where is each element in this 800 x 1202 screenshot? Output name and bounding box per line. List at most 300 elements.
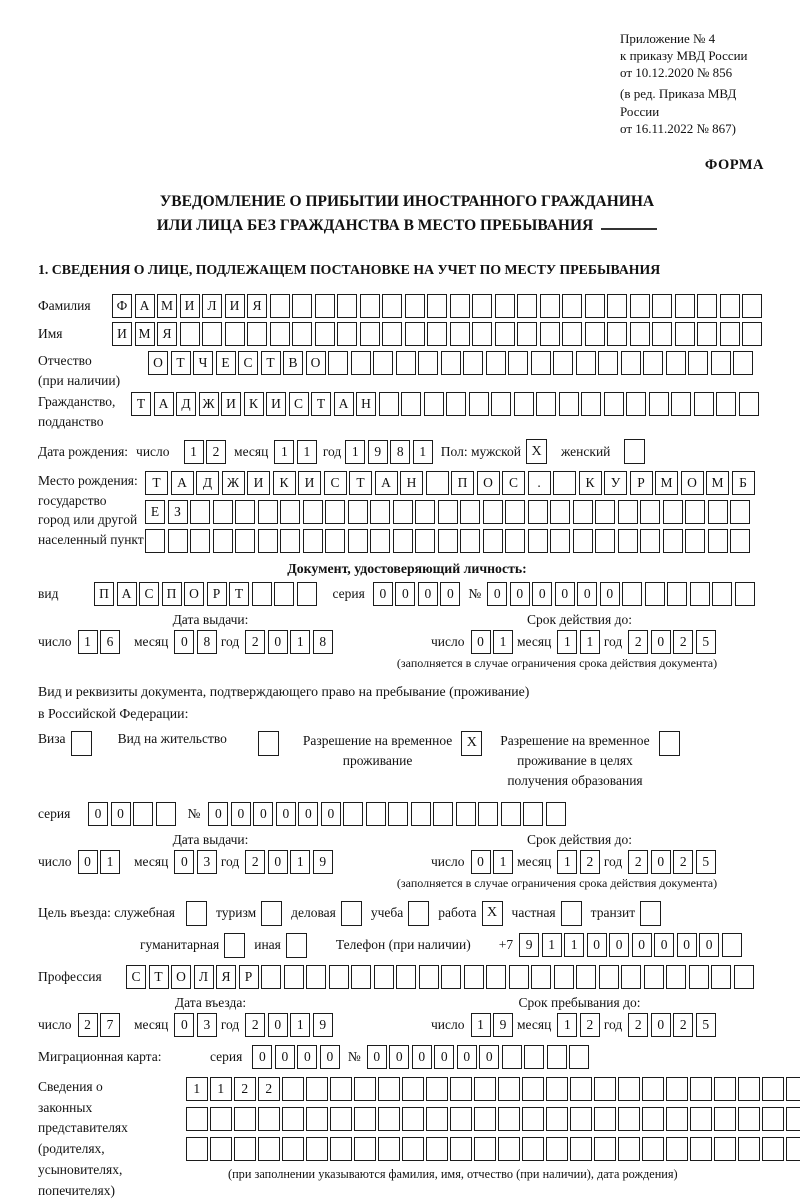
- char-box[interactable]: [708, 529, 728, 553]
- char-box[interactable]: 6: [100, 630, 120, 654]
- res-valid-year-boxes[interactable]: [628, 850, 716, 874]
- char-box[interactable]: Т: [311, 392, 331, 416]
- char-box[interactable]: А: [117, 582, 137, 606]
- char-box[interactable]: [282, 1107, 304, 1131]
- char-box[interactable]: [348, 529, 368, 553]
- char-box[interactable]: [618, 529, 638, 553]
- char-box[interactable]: [640, 500, 660, 524]
- char-box[interactable]: Т: [261, 351, 281, 375]
- char-box[interactable]: [562, 322, 582, 346]
- char-box[interactable]: [427, 322, 447, 346]
- char-box[interactable]: А: [154, 392, 174, 416]
- char-box[interactable]: 0: [389, 1045, 409, 1069]
- char-box[interactable]: С: [324, 471, 347, 495]
- char-box[interactable]: [540, 294, 560, 318]
- char-box[interactable]: [742, 322, 762, 346]
- char-box[interactable]: 0: [297, 1045, 317, 1069]
- char-box[interactable]: [711, 965, 731, 989]
- char-box[interactable]: [450, 1077, 472, 1101]
- char-box[interactable]: Т: [229, 582, 249, 606]
- char-box[interactable]: 1: [297, 440, 317, 464]
- char-box[interactable]: 1: [493, 630, 513, 654]
- char-box[interactable]: М: [706, 471, 729, 495]
- char-box[interactable]: 0: [532, 582, 552, 606]
- char-box[interactable]: 2: [628, 1013, 648, 1037]
- char-box[interactable]: 1: [290, 850, 310, 874]
- sex-male-checkbox[interactable]: X: [526, 439, 547, 464]
- char-box[interactable]: [258, 1107, 280, 1131]
- char-box[interactable]: Р: [630, 471, 653, 495]
- char-box[interactable]: [685, 529, 705, 553]
- char-box[interactable]: 2: [580, 850, 600, 874]
- char-box[interactable]: [553, 471, 576, 495]
- char-box[interactable]: [697, 294, 717, 318]
- char-box[interactable]: 1: [471, 1013, 491, 1037]
- char-box[interactable]: И: [180, 294, 200, 318]
- purpose-private-checkbox[interactable]: [561, 901, 582, 926]
- char-box[interactable]: [618, 1107, 640, 1131]
- char-box[interactable]: [652, 322, 672, 346]
- char-box[interactable]: [483, 500, 503, 524]
- char-box[interactable]: [280, 529, 300, 553]
- char-box[interactable]: [261, 965, 281, 989]
- char-box[interactable]: [514, 392, 534, 416]
- char-box[interactable]: [235, 500, 255, 524]
- char-box[interactable]: [714, 1107, 736, 1131]
- char-box[interactable]: [234, 1107, 256, 1131]
- char-box[interactable]: [546, 1107, 568, 1131]
- char-box[interactable]: 0: [268, 850, 288, 874]
- char-box[interactable]: [570, 1137, 592, 1161]
- char-box[interactable]: 0: [320, 1045, 340, 1069]
- char-box[interactable]: 0: [276, 802, 296, 826]
- char-box[interactable]: 5: [696, 630, 716, 654]
- char-box[interactable]: 2: [78, 1013, 98, 1037]
- char-box[interactable]: 1: [557, 630, 577, 654]
- char-box[interactable]: 2: [245, 850, 265, 874]
- char-box[interactable]: 1: [557, 850, 577, 874]
- char-box[interactable]: 0: [275, 1045, 295, 1069]
- char-box[interactable]: [234, 1137, 256, 1161]
- char-box[interactable]: [642, 1137, 664, 1161]
- patronymic-boxes[interactable]: [148, 351, 753, 375]
- char-box[interactable]: [472, 294, 492, 318]
- char-box[interactable]: [446, 392, 466, 416]
- mig-series-boxes[interactable]: [252, 1045, 340, 1069]
- char-box[interactable]: [733, 351, 753, 375]
- char-box[interactable]: Е: [216, 351, 236, 375]
- char-box[interactable]: 0: [654, 933, 674, 957]
- char-box[interactable]: [486, 965, 506, 989]
- char-box[interactable]: [649, 392, 669, 416]
- char-box[interactable]: [524, 1045, 544, 1069]
- char-box[interactable]: [306, 1077, 328, 1101]
- char-box[interactable]: [694, 392, 714, 416]
- char-box[interactable]: А: [135, 294, 155, 318]
- char-box[interactable]: [486, 351, 506, 375]
- char-box[interactable]: [474, 1107, 496, 1131]
- stay-month-boxes[interactable]: [557, 1013, 600, 1037]
- char-box[interactable]: 0: [699, 933, 719, 957]
- char-box[interactable]: [495, 322, 515, 346]
- char-box[interactable]: [501, 802, 521, 826]
- char-box[interactable]: 1: [413, 440, 433, 464]
- char-box[interactable]: [762, 1077, 784, 1101]
- birth-year-boxes[interactable]: [345, 440, 433, 464]
- char-box[interactable]: 1: [78, 630, 98, 654]
- char-box[interactable]: 2: [234, 1077, 256, 1101]
- char-box[interactable]: 9: [493, 1013, 513, 1037]
- birthplace-row1-boxes[interactable]: [145, 471, 755, 495]
- char-box[interactable]: 0: [632, 933, 652, 957]
- char-box[interactable]: [735, 582, 755, 606]
- char-box[interactable]: [438, 529, 458, 553]
- char-box[interactable]: И: [247, 471, 270, 495]
- char-box[interactable]: [730, 529, 750, 553]
- char-box[interactable]: О: [477, 471, 500, 495]
- char-box[interactable]: [786, 1137, 800, 1161]
- char-box[interactable]: [297, 582, 317, 606]
- char-box[interactable]: [559, 392, 579, 416]
- char-box[interactable]: [456, 802, 476, 826]
- char-box[interactable]: 3: [197, 850, 217, 874]
- char-box[interactable]: [133, 802, 153, 826]
- char-box[interactable]: [502, 1045, 522, 1069]
- char-box[interactable]: [595, 500, 615, 524]
- char-box[interactable]: [463, 351, 483, 375]
- char-box[interactable]: [505, 500, 525, 524]
- char-box[interactable]: 0: [587, 933, 607, 957]
- id-valid-month-boxes[interactable]: [557, 630, 600, 654]
- char-box[interactable]: [604, 392, 624, 416]
- char-box[interactable]: 0: [298, 802, 318, 826]
- char-box[interactable]: 0: [555, 582, 575, 606]
- char-box[interactable]: [498, 1137, 520, 1161]
- char-box[interactable]: [690, 1077, 712, 1101]
- char-box[interactable]: [621, 351, 641, 375]
- char-box[interactable]: 0: [231, 802, 251, 826]
- representatives-row1-boxes[interactable]: [186, 1077, 800, 1101]
- char-box[interactable]: [411, 802, 431, 826]
- purpose-work-checkbox[interactable]: X: [482, 901, 503, 926]
- char-box[interactable]: [690, 582, 710, 606]
- char-box[interactable]: 2: [206, 440, 226, 464]
- char-box[interactable]: 1: [580, 630, 600, 654]
- char-box[interactable]: 2: [580, 1013, 600, 1037]
- res-valid-day-boxes[interactable]: [471, 850, 514, 874]
- char-box[interactable]: 0: [471, 630, 491, 654]
- id-doc-type-boxes[interactable]: [94, 582, 317, 606]
- temp-residence-checkbox[interactable]: X: [461, 731, 482, 756]
- id-valid-day-boxes[interactable]: [471, 630, 514, 654]
- char-box[interactable]: [472, 322, 492, 346]
- char-box[interactable]: К: [579, 471, 602, 495]
- char-box[interactable]: [402, 1137, 424, 1161]
- char-box[interactable]: [570, 1077, 592, 1101]
- char-box[interactable]: Д: [196, 471, 219, 495]
- char-box[interactable]: [720, 294, 740, 318]
- char-box[interactable]: Ч: [193, 351, 213, 375]
- char-box[interactable]: [573, 529, 593, 553]
- char-box[interactable]: [505, 529, 525, 553]
- char-box[interactable]: О: [184, 582, 204, 606]
- char-box[interactable]: [573, 500, 593, 524]
- citizenship-boxes[interactable]: [131, 392, 759, 416]
- char-box[interactable]: [274, 582, 294, 606]
- char-box[interactable]: [427, 294, 447, 318]
- id-issue-month-boxes[interactable]: [174, 630, 217, 654]
- char-box[interactable]: [618, 500, 638, 524]
- char-box[interactable]: [742, 294, 762, 318]
- char-box[interactable]: [405, 322, 425, 346]
- char-box[interactable]: [569, 1045, 589, 1069]
- char-box[interactable]: 9: [313, 850, 333, 874]
- char-box[interactable]: [441, 965, 461, 989]
- char-box[interactable]: С: [126, 965, 146, 989]
- profession-boxes[interactable]: [126, 965, 754, 989]
- char-box[interactable]: [585, 322, 605, 346]
- char-box[interactable]: [474, 1137, 496, 1161]
- char-box[interactable]: [712, 582, 732, 606]
- char-box[interactable]: [343, 802, 363, 826]
- char-box[interactable]: 2: [628, 850, 648, 874]
- char-box[interactable]: 0: [78, 850, 98, 874]
- char-box[interactable]: [402, 1107, 424, 1131]
- char-box[interactable]: [738, 1077, 760, 1101]
- char-box[interactable]: [495, 294, 515, 318]
- char-box[interactable]: М: [135, 322, 155, 346]
- char-box[interactable]: [622, 582, 642, 606]
- char-box[interactable]: [190, 529, 210, 553]
- entry-year-boxes[interactable]: [245, 1013, 333, 1037]
- char-box[interactable]: [382, 322, 402, 346]
- char-box[interactable]: [280, 500, 300, 524]
- char-box[interactable]: [330, 1107, 352, 1131]
- char-box[interactable]: [202, 322, 222, 346]
- char-box[interactable]: 5: [696, 1013, 716, 1037]
- char-box[interactable]: 1: [542, 933, 562, 957]
- birth-day-boxes[interactable]: [184, 440, 227, 464]
- char-box[interactable]: [508, 351, 528, 375]
- char-box[interactable]: [303, 500, 323, 524]
- char-box[interactable]: [354, 1137, 376, 1161]
- char-box[interactable]: 8: [313, 630, 333, 654]
- char-box[interactable]: [498, 1107, 520, 1131]
- char-box[interactable]: [550, 500, 570, 524]
- char-box[interactable]: [522, 1077, 544, 1101]
- char-box[interactable]: О: [306, 351, 326, 375]
- char-box[interactable]: 0: [577, 582, 597, 606]
- char-box[interactable]: Л: [202, 294, 222, 318]
- char-box[interactable]: 0: [677, 933, 697, 957]
- char-box[interactable]: 1: [274, 440, 294, 464]
- char-box[interactable]: [325, 529, 345, 553]
- char-box[interactable]: [426, 471, 449, 495]
- char-box[interactable]: В: [283, 351, 303, 375]
- char-box[interactable]: [366, 802, 386, 826]
- char-box[interactable]: [666, 965, 686, 989]
- representatives-row3-boxes[interactable]: [186, 1137, 800, 1161]
- char-box[interactable]: [618, 1077, 640, 1101]
- char-box[interactable]: 0: [252, 1045, 272, 1069]
- char-box[interactable]: [671, 392, 691, 416]
- char-box[interactable]: [378, 1077, 400, 1101]
- char-box[interactable]: [474, 1077, 496, 1101]
- char-box[interactable]: [594, 1137, 616, 1161]
- char-box[interactable]: [415, 529, 435, 553]
- char-box[interactable]: 0: [440, 582, 460, 606]
- char-box[interactable]: 1: [345, 440, 365, 464]
- char-box[interactable]: [546, 1137, 568, 1161]
- name-boxes[interactable]: [112, 322, 762, 346]
- char-box[interactable]: [329, 965, 349, 989]
- char-box[interactable]: [373, 351, 393, 375]
- char-box[interactable]: М: [157, 294, 177, 318]
- char-box[interactable]: [450, 1107, 472, 1131]
- char-box[interactable]: 9: [519, 933, 539, 957]
- char-box[interactable]: 5: [696, 850, 716, 874]
- char-box[interactable]: [156, 802, 176, 826]
- char-box[interactable]: [393, 529, 413, 553]
- char-box[interactable]: [642, 1077, 664, 1101]
- char-box[interactable]: [210, 1137, 232, 1161]
- char-box[interactable]: [424, 392, 444, 416]
- char-box[interactable]: [540, 322, 560, 346]
- char-box[interactable]: [630, 322, 650, 346]
- char-box[interactable]: [546, 802, 566, 826]
- char-box[interactable]: Р: [239, 965, 259, 989]
- char-box[interactable]: Я: [216, 965, 236, 989]
- char-box[interactable]: [450, 294, 470, 318]
- char-box[interactable]: [553, 351, 573, 375]
- char-box[interactable]: [315, 294, 335, 318]
- char-box[interactable]: [716, 392, 736, 416]
- res-series-boxes[interactable]: [88, 802, 176, 826]
- char-box[interactable]: [284, 965, 304, 989]
- char-box[interactable]: [738, 1137, 760, 1161]
- char-box[interactable]: [547, 1045, 567, 1069]
- char-box[interactable]: О: [681, 471, 704, 495]
- char-box[interactable]: [270, 294, 290, 318]
- char-box[interactable]: И: [112, 322, 132, 346]
- char-box[interactable]: [517, 322, 537, 346]
- char-box[interactable]: [337, 322, 357, 346]
- mig-number-boxes[interactable]: [367, 1045, 590, 1069]
- char-box[interactable]: [306, 1137, 328, 1161]
- char-box[interactable]: [531, 965, 551, 989]
- char-box[interactable]: [714, 1077, 736, 1101]
- id-issue-year-boxes[interactable]: [245, 630, 333, 654]
- char-box[interactable]: О: [148, 351, 168, 375]
- char-box[interactable]: [663, 500, 683, 524]
- char-box[interactable]: [554, 965, 574, 989]
- char-box[interactable]: [210, 1107, 232, 1131]
- char-box[interactable]: М: [655, 471, 678, 495]
- temp-residence-edu-checkbox[interactable]: [659, 731, 680, 756]
- entry-day-boxes[interactable]: [78, 1013, 121, 1037]
- char-box[interactable]: [225, 322, 245, 346]
- purpose-official-checkbox[interactable]: [186, 901, 207, 926]
- char-box[interactable]: .: [528, 471, 551, 495]
- char-box[interactable]: [652, 294, 672, 318]
- char-box[interactable]: [441, 351, 461, 375]
- char-box[interactable]: [667, 582, 687, 606]
- char-box[interactable]: 0: [253, 802, 273, 826]
- char-box[interactable]: 0: [418, 582, 438, 606]
- char-box[interactable]: 0: [609, 933, 629, 957]
- char-box[interactable]: 0: [651, 1013, 671, 1037]
- char-box[interactable]: [498, 1077, 520, 1101]
- char-box[interactable]: 0: [174, 630, 194, 654]
- char-box[interactable]: [739, 392, 759, 416]
- char-box[interactable]: Б: [732, 471, 755, 495]
- char-box[interactable]: [393, 500, 413, 524]
- char-box[interactable]: [438, 500, 458, 524]
- char-box[interactable]: И: [298, 471, 321, 495]
- char-box[interactable]: 1: [557, 1013, 577, 1037]
- char-box[interactable]: 2: [628, 630, 648, 654]
- char-box[interactable]: [145, 529, 165, 553]
- char-box[interactable]: [330, 1137, 352, 1161]
- char-box[interactable]: 0: [487, 582, 507, 606]
- char-box[interactable]: [306, 965, 326, 989]
- char-box[interactable]: [531, 351, 551, 375]
- char-box[interactable]: [607, 322, 627, 346]
- char-box[interactable]: 1: [493, 850, 513, 874]
- purpose-study-checkbox[interactable]: [408, 901, 429, 926]
- stay-year-boxes[interactable]: [628, 1013, 716, 1037]
- char-box[interactable]: Т: [131, 392, 151, 416]
- char-box[interactable]: [396, 351, 416, 375]
- residence-permit-checkbox[interactable]: [258, 731, 279, 756]
- char-box[interactable]: [570, 1107, 592, 1131]
- char-box[interactable]: П: [451, 471, 474, 495]
- char-box[interactable]: [642, 1107, 664, 1131]
- char-box[interactable]: [388, 802, 408, 826]
- char-box[interactable]: [688, 351, 708, 375]
- char-box[interactable]: Т: [149, 965, 169, 989]
- char-box[interactable]: [213, 529, 233, 553]
- char-box[interactable]: [786, 1107, 800, 1131]
- char-box[interactable]: Р: [207, 582, 227, 606]
- char-box[interactable]: 0: [600, 582, 620, 606]
- char-box[interactable]: [270, 322, 290, 346]
- char-box[interactable]: [645, 582, 665, 606]
- representatives-row2-boxes[interactable]: [186, 1107, 800, 1131]
- char-box[interactable]: [282, 1137, 304, 1161]
- char-box[interactable]: 8: [197, 630, 217, 654]
- surname-boxes[interactable]: [112, 294, 762, 318]
- char-box[interactable]: [419, 965, 439, 989]
- char-box[interactable]: [315, 322, 335, 346]
- purpose-business-checkbox[interactable]: [341, 901, 362, 926]
- char-box[interactable]: А: [171, 471, 194, 495]
- char-box[interactable]: [607, 294, 627, 318]
- char-box[interactable]: [370, 500, 390, 524]
- char-box[interactable]: [550, 529, 570, 553]
- char-box[interactable]: [247, 322, 267, 346]
- char-box[interactable]: [378, 1107, 400, 1131]
- char-box[interactable]: [522, 1137, 544, 1161]
- birthplace-row3-boxes[interactable]: [145, 529, 755, 553]
- char-box[interactable]: [292, 322, 312, 346]
- stay-day-boxes[interactable]: [471, 1013, 514, 1037]
- char-box[interactable]: [450, 322, 470, 346]
- char-box[interactable]: [697, 322, 717, 346]
- char-box[interactable]: 1: [564, 933, 584, 957]
- entry-month-boxes[interactable]: [174, 1013, 217, 1037]
- char-box[interactable]: [396, 965, 416, 989]
